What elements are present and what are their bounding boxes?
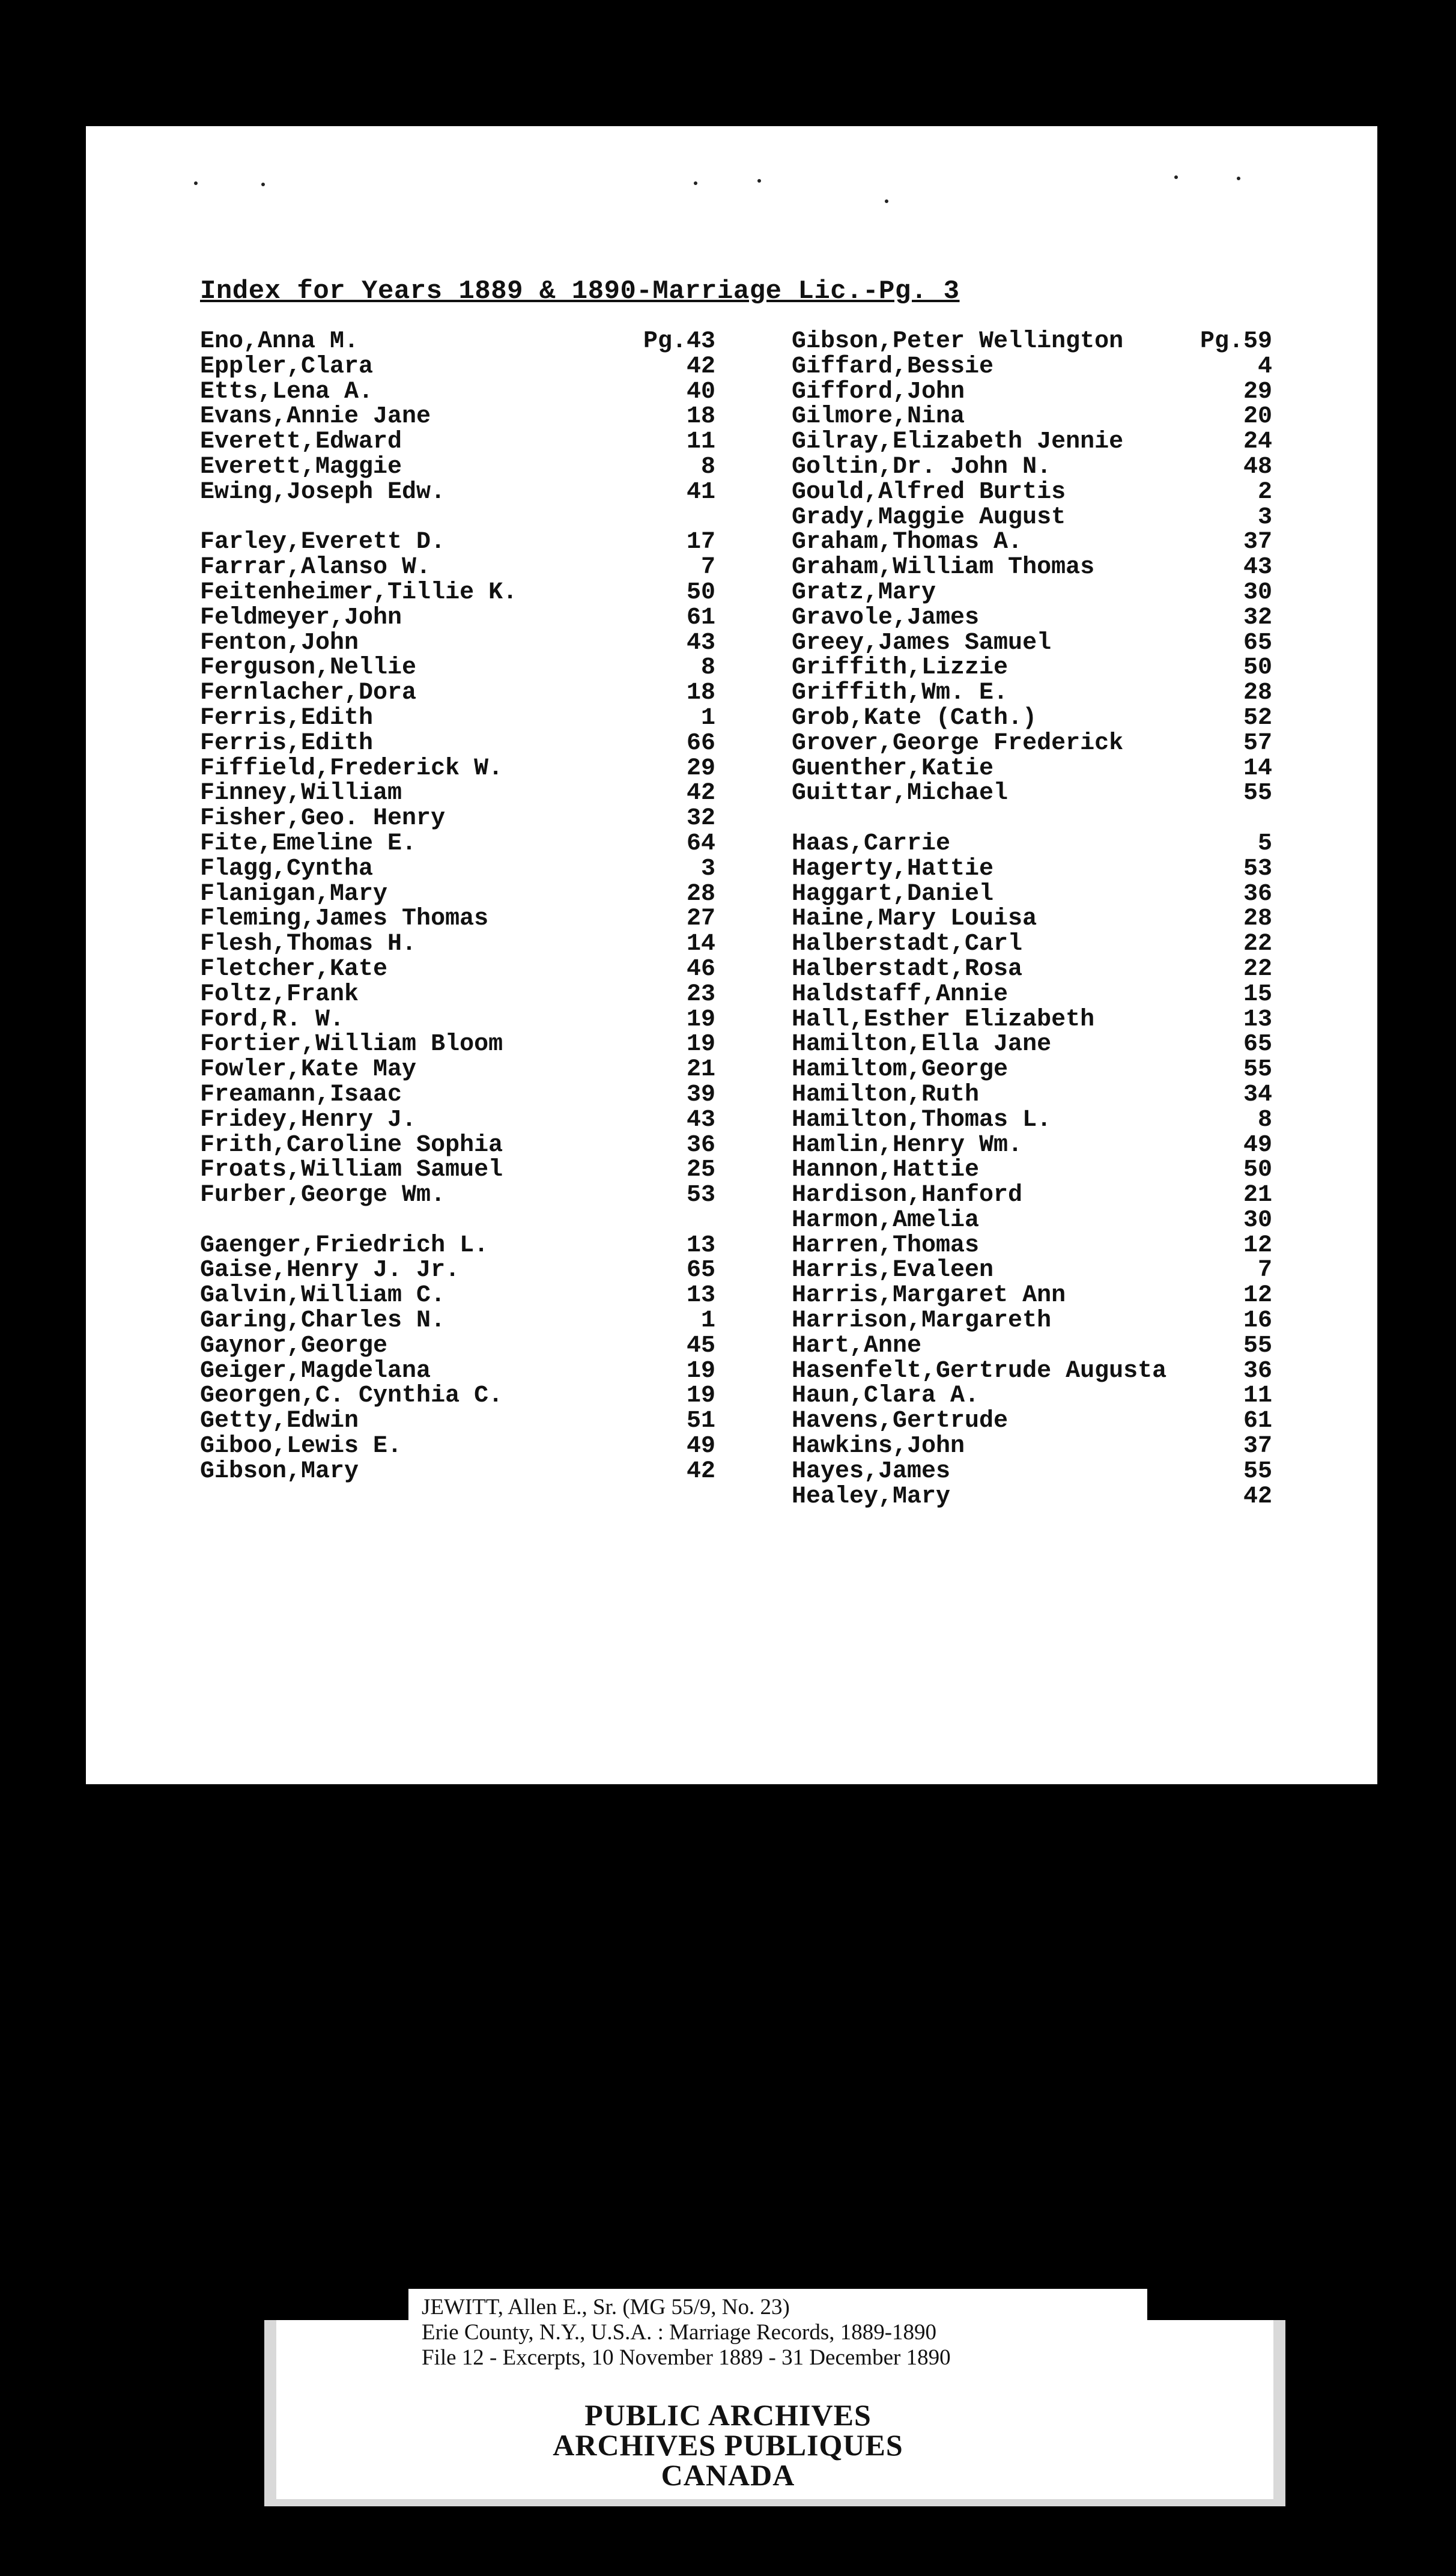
entry-page: 24 [1243,428,1272,456]
index-entry [200,1308,715,1334]
entry-name: Farley,Everett D. [200,529,446,556]
entry-page: 40 [686,378,715,406]
index-entry [792,1108,1272,1133]
entry-page: 52 [1243,704,1272,732]
entry-page: 39 [686,1081,715,1108]
entry-page: 36 [1243,880,1272,908]
entry-page: 64 [686,830,715,857]
entry-page: 25 [686,1156,715,1184]
entry-name: Guenther,Katie [792,755,994,782]
entry-name: Grob,Kate (Cath.) [792,704,1037,732]
index-entry [200,404,715,430]
entry-name: Hagerty,Hattie [792,855,994,882]
entry-name: Goltin,Dr. John N. [792,453,1052,481]
entry-page: 49 [1243,1131,1272,1159]
entry-name: Ferris,Edith [200,729,374,757]
entry-page: 8 [700,453,715,481]
index-entry [200,681,715,706]
entry-name: Geiger,Magdelana [200,1357,431,1385]
index-entry [792,831,1272,857]
entry-page: 30 [1243,579,1272,606]
entry-page: 37 [1243,1433,1272,1460]
entry-name: Eno,Anna M. [200,328,359,355]
entry-name: Farrar,Alanso W. [200,554,431,582]
entry-page: 65 [1243,1031,1272,1059]
index-entry [792,1133,1272,1158]
index-entry [200,1434,715,1459]
entry-page: 13 [686,1232,715,1259]
entry-name: Flesh,Thomas H. [200,931,417,958]
index-entry [792,505,1272,530]
entry-page: 29 [1243,378,1272,406]
entry-page: 4 [1257,353,1272,380]
index-entry [200,555,715,580]
entry-page: 15 [1243,980,1272,1008]
entry-page: 41 [686,478,715,506]
entry-name: Hannon,Hattie [792,1156,980,1184]
index-entry [200,1057,715,1083]
left-index-column [200,329,715,1484]
right-index-column [792,329,1272,1509]
index-entry [792,681,1272,706]
index-entry [792,1258,1272,1283]
index-entry [200,882,715,907]
entry-page: 50 [1243,1156,1272,1184]
index-entry [792,354,1272,380]
index-entry [792,1484,1272,1510]
index-entry [200,857,715,882]
index-entry [792,480,1272,505]
entry-name: Gibson,Peter Wellington [792,328,1124,355]
index-entry [792,756,1272,782]
index-entry [792,1434,1272,1459]
entry-page: 23 [686,980,715,1008]
stamp-line-3: CANADA [661,2458,795,2492]
archive-label [408,2289,1147,2379]
entry-page: 42 [686,353,715,380]
index-entry [792,1384,1272,1409]
entry-page: 3 [1257,503,1272,531]
entry-page: 42 [1243,1483,1272,1510]
entry-page: 8 [1257,1106,1272,1134]
index-entry [792,1459,1272,1484]
index-entry [200,606,715,631]
entry-name: Ferris,Edith [200,704,374,732]
index-entry [792,555,1272,580]
entry-page: 1 [700,1307,715,1335]
entry-name: Healey,Mary [792,1483,951,1510]
entry-name: Froats,William Samuel [200,1156,503,1184]
index-entry [792,1283,1272,1308]
entry-name: Gibson,Mary [200,1457,359,1485]
entry-page: 29 [686,755,715,782]
index-entry [792,1007,1272,1033]
entry-name: Harren,Thomas [792,1232,980,1259]
entry-page: 18 [686,403,715,431]
entry-name: Fernlacher,Dora [200,679,417,707]
index-entry [792,1057,1272,1083]
entry-name: Gould,Alfred Burtis [792,478,1066,506]
entry-name: Hamilton,Ella Jane [792,1031,1052,1059]
index-entry [792,1032,1272,1057]
entry-name: Gilray,Elizabeth Jennie [792,428,1124,456]
entry-name: Fisher,Geo. Henry [200,805,446,833]
index-entry [200,631,715,656]
entry-page: 12 [1243,1282,1272,1310]
entry-page: 50 [1243,654,1272,682]
section-gap [200,1208,715,1233]
index-entry [792,606,1272,631]
speck [694,181,697,185]
entry-name: Furber,George Wm. [200,1182,446,1209]
index-entry [200,329,715,354]
entry-page: 51 [686,1408,715,1435]
index-entry [200,354,715,380]
entry-name: Gaise,Henry J. Jr. [200,1257,460,1284]
entry-name: Hart,Anne [792,1332,922,1359]
index-entry [792,1183,1272,1208]
entry-name: Garing,Charles N. [200,1307,446,1335]
entry-page: 36 [686,1131,715,1159]
entry-page: 57 [1243,729,1272,757]
index-entry [200,982,715,1007]
index-entry [792,932,1272,957]
index-entry [792,731,1272,756]
entry-page: 43 [1243,554,1272,582]
index-entry [792,380,1272,405]
index-entry [200,1384,715,1409]
entry-page: 14 [1243,755,1272,782]
index-entry [792,1233,1272,1259]
entry-name: Gilmore,Nina [792,403,965,431]
entry-page: 8 [700,654,715,682]
index-entry [792,655,1272,681]
entry-page: 12 [1243,1232,1272,1259]
index-entry [200,781,715,806]
index-entry [200,1359,715,1384]
entry-page: 36 [1243,1357,1272,1385]
entry-page: 55 [1243,1056,1272,1084]
entry-page: 32 [1243,604,1272,631]
entry-page: 11 [686,428,715,456]
entry-page: 13 [1243,1006,1272,1033]
entry-name: Freamann,Isaac [200,1081,402,1108]
index-entry [200,706,715,731]
entry-name: Haas,Carrie [792,830,951,857]
entry-page: 7 [1257,1257,1272,1284]
index-entry [200,530,715,555]
entry-name: Ewing,Joseph Edw. [200,478,446,506]
entry-page: 28 [1243,679,1272,707]
entry-page: 34 [1243,1081,1272,1108]
entry-name: Finney,William [200,780,402,807]
entry-name: Griffith,Lizzie [792,654,1009,682]
entry-page: 19 [686,1382,715,1410]
index-entry [200,1007,715,1033]
entry-name: Grady,Maggie August [792,503,1066,531]
index-entry [792,580,1272,606]
index-entry [792,857,1272,882]
index-entry [792,907,1272,932]
document-page [86,126,1377,1784]
entry-page: Pg.43 [643,328,715,355]
index-entry [792,404,1272,430]
section-gap [792,806,1272,831]
entry-name: Gaynor,George [200,1332,388,1359]
index-entry [792,1308,1272,1334]
index-entry [792,1359,1272,1384]
index-entry [200,1133,715,1158]
entry-name: Griffith,Wm. E. [792,679,1009,707]
index-entry [792,530,1272,555]
entry-page: 61 [1243,1408,1272,1435]
entry-name: Fiffield,Frederick W. [200,755,503,782]
entry-name: Hamilton,Thomas L. [792,1106,1052,1134]
entry-page: 48 [1243,453,1272,481]
entry-name: Hayes,James [792,1457,951,1485]
entry-name: Haun,Clara A. [792,1382,980,1410]
entry-page: 19 [686,1031,715,1059]
entry-page: 46 [686,955,715,983]
entry-page: 28 [686,880,715,908]
entry-page: 7 [700,554,715,582]
entry-page: 16 [1243,1307,1272,1335]
entry-page: 42 [686,780,715,807]
entry-name: Fleming,James Thomas [200,905,489,933]
index-entry [200,480,715,505]
entry-name: Giffard,Bessie [792,353,994,380]
entry-page: 21 [686,1056,715,1084]
entry-name: Harris,Margaret Ann [792,1282,1066,1310]
entry-page: 65 [686,1257,715,1284]
entry-page: 18 [686,679,715,707]
entry-page: 1 [700,704,715,732]
entry-name: Graham,Thomas A. [792,529,1023,556]
index-entry [200,430,715,455]
entry-name: Fenton,John [200,629,359,657]
index-entry [792,957,1272,982]
label-line-2: Erie County, N.Y., U.S.A. : Marriage Records, 1889-1890 [422,2320,937,2345]
speck [261,183,265,186]
index-entry [200,932,715,957]
index-entry [792,1083,1272,1108]
entry-name: Frith,Caroline Sophia [200,1131,503,1159]
index-entry [200,380,715,405]
index-entry [792,781,1272,806]
index-entry [792,982,1272,1007]
index-entry [792,455,1272,480]
entry-name: Hasenfelt,Gertrude Augusta [792,1357,1167,1385]
entry-name: Flagg,Cyntha [200,855,374,882]
section-gap [200,505,715,530]
entry-name: Halberstadt,Rosa [792,955,1023,983]
entry-page: 53 [686,1182,715,1209]
entry-page: 49 [686,1433,715,1460]
entry-page: 65 [1243,629,1272,657]
entry-page: 53 [1243,855,1272,882]
entry-name: Harris,Evaleen [792,1257,994,1284]
index-entry [792,1409,1272,1434]
entry-name: Hawkins,John [792,1433,965,1460]
entry-name: Feitenheimer,Tillie K. [200,579,518,606]
index-entry [200,806,715,831]
entry-name: Havens,Gertrude [792,1408,1009,1435]
index-entry [200,1409,715,1434]
index-entry [792,1334,1272,1359]
entry-name: Evans,Annie Jane [200,403,431,431]
label-line-3: File 12 - Excerpts, 10 November 1889 - 31 December 1890 [422,2345,951,2370]
entry-name: Hamlin,Henry Wm. [792,1131,1023,1159]
entry-name: Haggart,Daniel [792,880,994,908]
entry-page: 22 [1243,931,1272,958]
entry-name: Giboo,Lewis E. [200,1433,402,1460]
entry-name: Harmon,Amelia [792,1206,980,1234]
entry-page: 55 [1243,1457,1272,1485]
entry-name: Fowler,Kate May [200,1056,417,1084]
entry-page: 14 [686,931,715,958]
index-entry [200,1258,715,1283]
entry-name: Galvin,William C. [200,1282,446,1310]
entry-name: Grover,George Frederick [792,729,1124,757]
speck [194,181,198,185]
entry-name: Everett,Maggie [200,453,402,481]
speck [757,179,761,183]
entry-page: 55 [1243,1332,1272,1359]
entry-name: Eppler,Clara [200,353,374,380]
entry-name: Gratz,Mary [792,579,936,606]
entry-name: Fite,Emeline E. [200,830,417,857]
entry-page: 61 [686,604,715,631]
index-entry [200,731,715,756]
entry-name: Harrison,Margareth [792,1307,1052,1335]
entry-name: Haine,Mary Louisa [792,905,1037,933]
entry-name: Graham,William Thomas [792,554,1095,582]
index-entry [200,1183,715,1208]
entry-name: Hardison,Hanford [792,1182,1023,1209]
entry-name: Feldmeyer,John [200,604,402,631]
entry-name: Everett,Edward [200,428,402,456]
entry-name: Ford,R. W. [200,1006,345,1033]
index-entry [792,706,1272,731]
entry-page: 43 [686,629,715,657]
index-entry [200,655,715,681]
entry-name: Getty,Edwin [200,1408,359,1435]
entry-page: 22 [1243,955,1272,983]
label-line-1: JEWITT, Allen E., Sr. (MG 55/9, No. 23) [422,2295,790,2319]
speck [1174,175,1178,179]
entry-page: 55 [1243,780,1272,807]
entry-page: 50 [686,579,715,606]
index-entry [200,1459,715,1484]
entry-name: Foltz,Frank [200,980,359,1008]
entry-page: 2 [1257,478,1272,506]
index-entry [200,1334,715,1359]
stamp-line-1: PUBLIC ARCHIVES [584,2398,872,2432]
entry-page: 28 [1243,905,1272,933]
entry-name: Fortier,William Bloom [200,1031,503,1059]
entry-page: 27 [686,905,715,933]
index-entry [792,329,1272,354]
entry-name: Hall,Esther Elizabeth [792,1006,1095,1033]
entry-name: Guittar,Michael [792,780,1009,807]
entry-name: Hamilton,Ruth [792,1081,980,1108]
index-entry [792,430,1272,455]
entry-page: 43 [686,1106,715,1134]
speck [885,199,888,203]
speck [1237,177,1240,180]
index-entry [200,831,715,857]
entry-page: 32 [686,805,715,833]
index-entry [200,1233,715,1259]
index-entry [200,907,715,932]
archives-stamp [0,2400,1456,2490]
entry-page: Pg.59 [1200,328,1272,355]
entry-page: 20 [1243,403,1272,431]
index-entry [792,1158,1272,1183]
entry-page: 42 [686,1457,715,1485]
entry-page: 17 [686,529,715,556]
entry-name: Fletcher,Kate [200,955,388,983]
entry-name: Fridey,Henry J. [200,1106,417,1134]
entry-page: 19 [686,1357,715,1385]
entry-name: Greey,James Samuel [792,629,1052,657]
entry-name: Ferguson,Nellie [200,654,417,682]
index-entry [200,1083,715,1108]
entry-page: 19 [686,1006,715,1033]
index-entry [792,882,1272,907]
entry-name: Hamiltom,George [792,1056,1009,1084]
index-entry [200,957,715,982]
entry-name: Georgen,C. Cynthia C. [200,1382,503,1410]
entry-name: Haldstaff,Annie [792,980,1009,1008]
entry-page: 66 [686,729,715,757]
entry-name: Halberstadt,Carl [792,931,1023,958]
page-title: Index for Years 1889 & 1890-Marriage Lic.-Pg. 3 [200,276,960,306]
index-entry [200,1283,715,1308]
index-entry [792,631,1272,656]
stamp-line-2: ARCHIVES PUBLIQUES [553,2428,903,2462]
entry-name: Flanigan,Mary [200,880,388,908]
index-entry [200,580,715,606]
index-entry [200,1108,715,1133]
entry-page: 45 [686,1332,715,1359]
entry-page: 11 [1243,1382,1272,1410]
entry-name: Gaenger,Friedrich L. [200,1232,489,1259]
entry-name: Gravole,James [792,604,980,631]
entry-page: 5 [1257,830,1272,857]
index-entry [792,1208,1272,1233]
index-entry [200,455,715,480]
index-entry [200,1158,715,1183]
entry-page: 30 [1243,1206,1272,1234]
entry-name: Etts,Lena A. [200,378,374,406]
entry-page: 21 [1243,1182,1272,1209]
index-entry [200,756,715,782]
entry-name: Gifford,John [792,378,965,406]
entry-page: 3 [700,855,715,882]
entry-page: 13 [686,1282,715,1310]
entry-page: 37 [1243,529,1272,556]
index-entry [200,1032,715,1057]
